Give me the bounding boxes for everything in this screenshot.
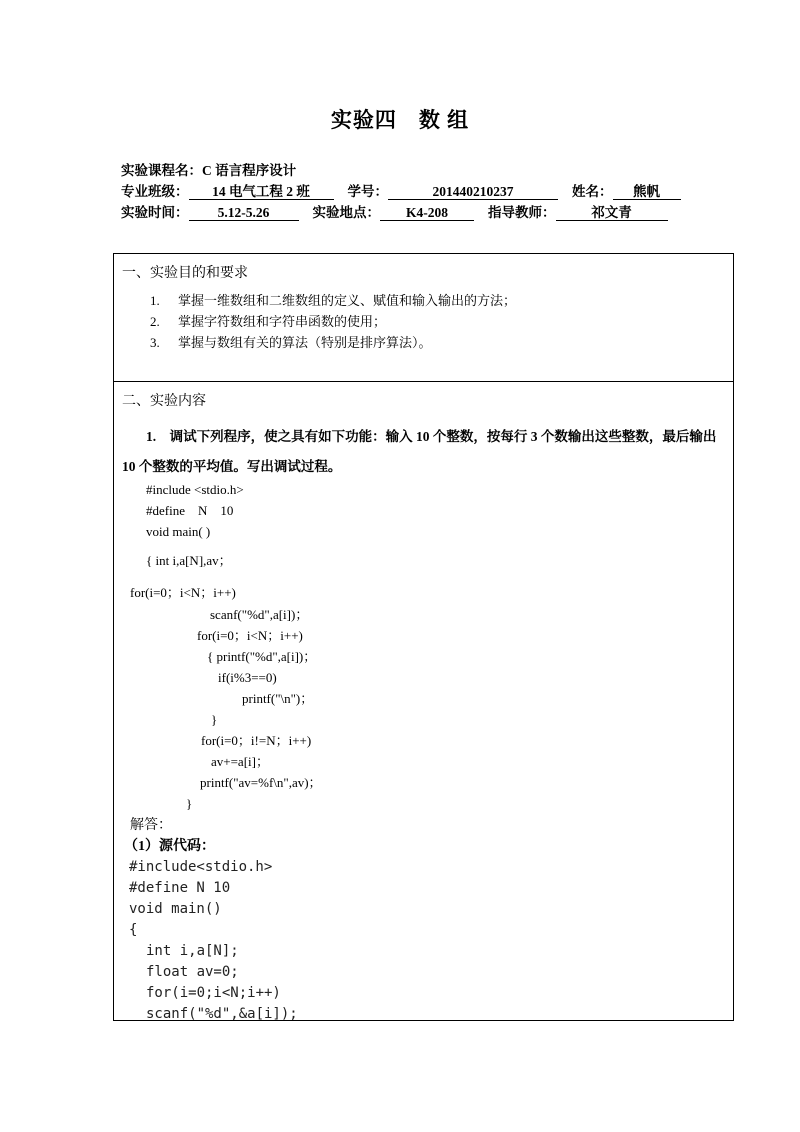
source-line: #include<stdio.h> xyxy=(129,859,273,875)
class-label: 专业班级： xyxy=(121,184,189,199)
source-line: int i,a[N]; xyxy=(146,943,239,959)
code-line: void main( ) xyxy=(146,524,211,539)
code-line: for(i=0；i<N；i++) xyxy=(197,628,303,643)
code-line: av+=a[i]； xyxy=(211,754,269,769)
time-value: 5.12-5.26 xyxy=(189,205,299,221)
code-line: for(i=0；i!=N；i++) xyxy=(201,733,312,748)
objective-item: 1. 掌握一维数组和二维数组的定义、赋值和输入输出的方法； xyxy=(150,293,517,308)
source-line: for(i=0;i<N;i++) xyxy=(146,985,281,1001)
class-line xyxy=(121,183,681,201)
source-line: #define N 10 xyxy=(129,880,231,896)
source-line: void main() xyxy=(129,901,222,917)
section2-heading: 二、实验内容 xyxy=(122,393,206,409)
page-title: 实验四 数 组 xyxy=(330,108,470,132)
objective-item: 3. 掌握与数组有关的算法（特别是排序算法）。 xyxy=(150,335,432,350)
task-description: 1. 调试下列程序，使之具有如下功能：输入 10 个整数，按每行 3 个数输出这些整数，最后输出 10 个整数的平均值。写出调试过程。 xyxy=(122,429,717,474)
source-label: （1）源代码： xyxy=(124,839,215,854)
code-line: { printf("%d",a[i])； xyxy=(207,649,317,664)
source-line: { xyxy=(129,922,138,938)
code-line: printf("\n")； xyxy=(242,691,314,706)
name-value: 熊帆 xyxy=(613,184,681,200)
code-line: } xyxy=(186,796,193,811)
name-label: 姓名： xyxy=(572,184,613,199)
code-line: #define N 10 xyxy=(146,503,234,518)
code-line: scanf("%d",a[i])； xyxy=(210,607,309,622)
place-value: K4-208 xyxy=(380,205,474,221)
course-line xyxy=(121,162,296,180)
code-line: printf("av=%f\n",av)； xyxy=(200,775,322,790)
place-label: 实验地点： xyxy=(312,205,380,220)
code-line: { int i,a[N],av； xyxy=(146,553,232,568)
objective-item: 2. 掌握字符数组和字符串函数的使用； xyxy=(150,314,387,329)
class-value: 14 电气工程 2 班 xyxy=(189,184,334,200)
time-label: 实验时间： xyxy=(121,205,189,220)
section1-heading: 一、实验目的和要求 xyxy=(122,265,248,281)
source-line: float av=0; xyxy=(146,964,239,980)
teacher-value: 祁文青 xyxy=(556,205,668,221)
content-box xyxy=(113,253,734,1021)
source-line: scanf("%d",&a[i]); xyxy=(146,1006,298,1021)
code-line: #include <stdio.h> xyxy=(146,482,244,497)
id-value: 201440210237 xyxy=(388,184,558,200)
id-label: 学号： xyxy=(347,184,388,199)
section-divider xyxy=(114,381,733,382)
code-line: for(i=0；i<N；i++) xyxy=(130,585,236,600)
code-line: if(i%3==0) xyxy=(218,670,277,685)
answer-label: 解答： xyxy=(130,818,172,833)
code-line: } xyxy=(211,712,218,727)
course-label: 实验课程名： xyxy=(121,163,202,178)
teacher-label: 指导教师： xyxy=(488,205,556,220)
time-line xyxy=(121,204,668,222)
course-value: C 语言程序设计 xyxy=(202,163,297,178)
